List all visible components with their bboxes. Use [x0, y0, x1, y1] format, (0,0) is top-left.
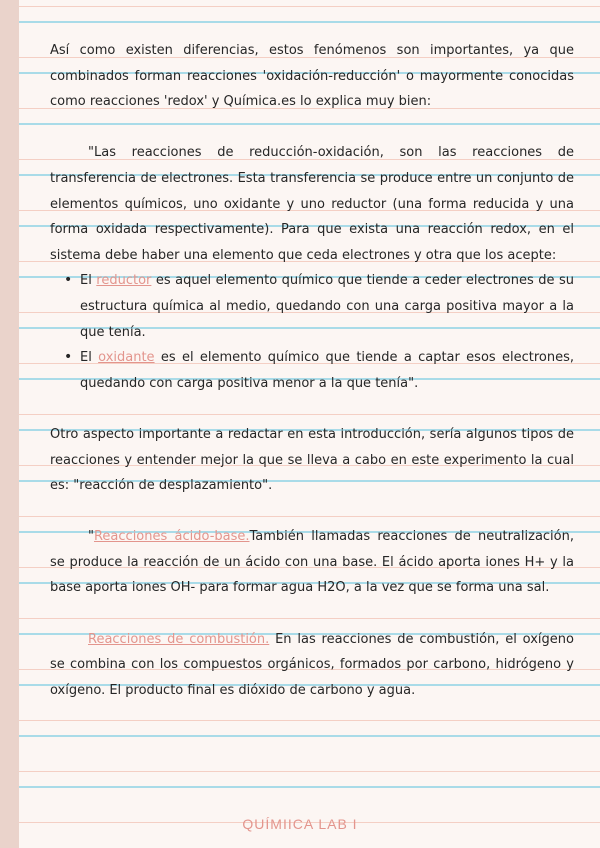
combustion-paragraph: [50, 627, 574, 704]
redox-bullet-list: [50, 268, 574, 396]
open-quote: ": [88, 529, 94, 545]
page-footer: QUÍMIICA LAB I: [242, 816, 358, 832]
term-reductor: reductor: [96, 273, 152, 289]
term-combustion: Reacciones de combustión.: [88, 631, 270, 647]
bullet-oxidante: [80, 345, 574, 396]
bullet-text: es el elemento químico que tiende a captar esos electrones, quedando con carga positiva menor a la que tenía".: [80, 350, 574, 391]
spacer: [50, 601, 574, 627]
reaction-types-paragraph: Otro aspecto importante a redactar en esta introducción, sería algunos tipos de reacciones y entender mejor la que se lleva a cabo en este experimento la cual es: "reacción de desplazamiento".: [50, 426, 574, 494]
acid-base-paragraph: [50, 524, 574, 601]
bullet-prefix: El: [80, 350, 99, 366]
spacer: [50, 115, 574, 141]
spacer: [50, 396, 574, 422]
page-margin-strip: [0, 0, 19, 848]
quote-paragraph: "Las reacciones de reducción-oxidación, son las reacciones de transferencia de electrones. Esta transferencia se produce entre un conjunto de elementos químicos, uno oxidante y uno reductor (una forma reducida y una forma oxidada respectivamente). Para que exista una reacción redox, en el sistema debe haber una elemento que ceda electrones y otra que los acepte:: [50, 145, 574, 263]
bullet-reductor: [80, 268, 574, 345]
term-acid-base: Reacciones ácido-base.: [93, 529, 250, 545]
intro-paragraph: Así como existen diferencias, estos fenómenos son importantes, ya que combinados forman reacciones 'oxidación-reducción' o mayormente conocidas como reacciones 'redox' y Química.es lo explica muy bien:: [50, 43, 574, 110]
document-body: [50, 38, 574, 703]
spacer: [50, 499, 574, 525]
bullet-text: es aquel elemento químico que tiende a ceder electrones de su estructura química al medio, quedando con una carga positiva mayor a la que tenía.: [80, 273, 574, 340]
combustion-text: En las reacciones de combustión, el oxígeno se combina con los compuestos orgánicos, formados por carbono, hidrógeno y oxígeno. El producto final es dióxido de carbono y agua.: [50, 631, 574, 698]
term-oxidante: oxidante: [98, 350, 155, 366]
bullet-prefix: El: [80, 273, 97, 289]
acid-base-text: También llamadas reacciones de neutralización, se produce la reacción de un ácido con una base. El ácido aporta iones H+ y la base aporta iones OH- para formar agua H2O, a la vez que se forma una sal.: [50, 529, 574, 596]
